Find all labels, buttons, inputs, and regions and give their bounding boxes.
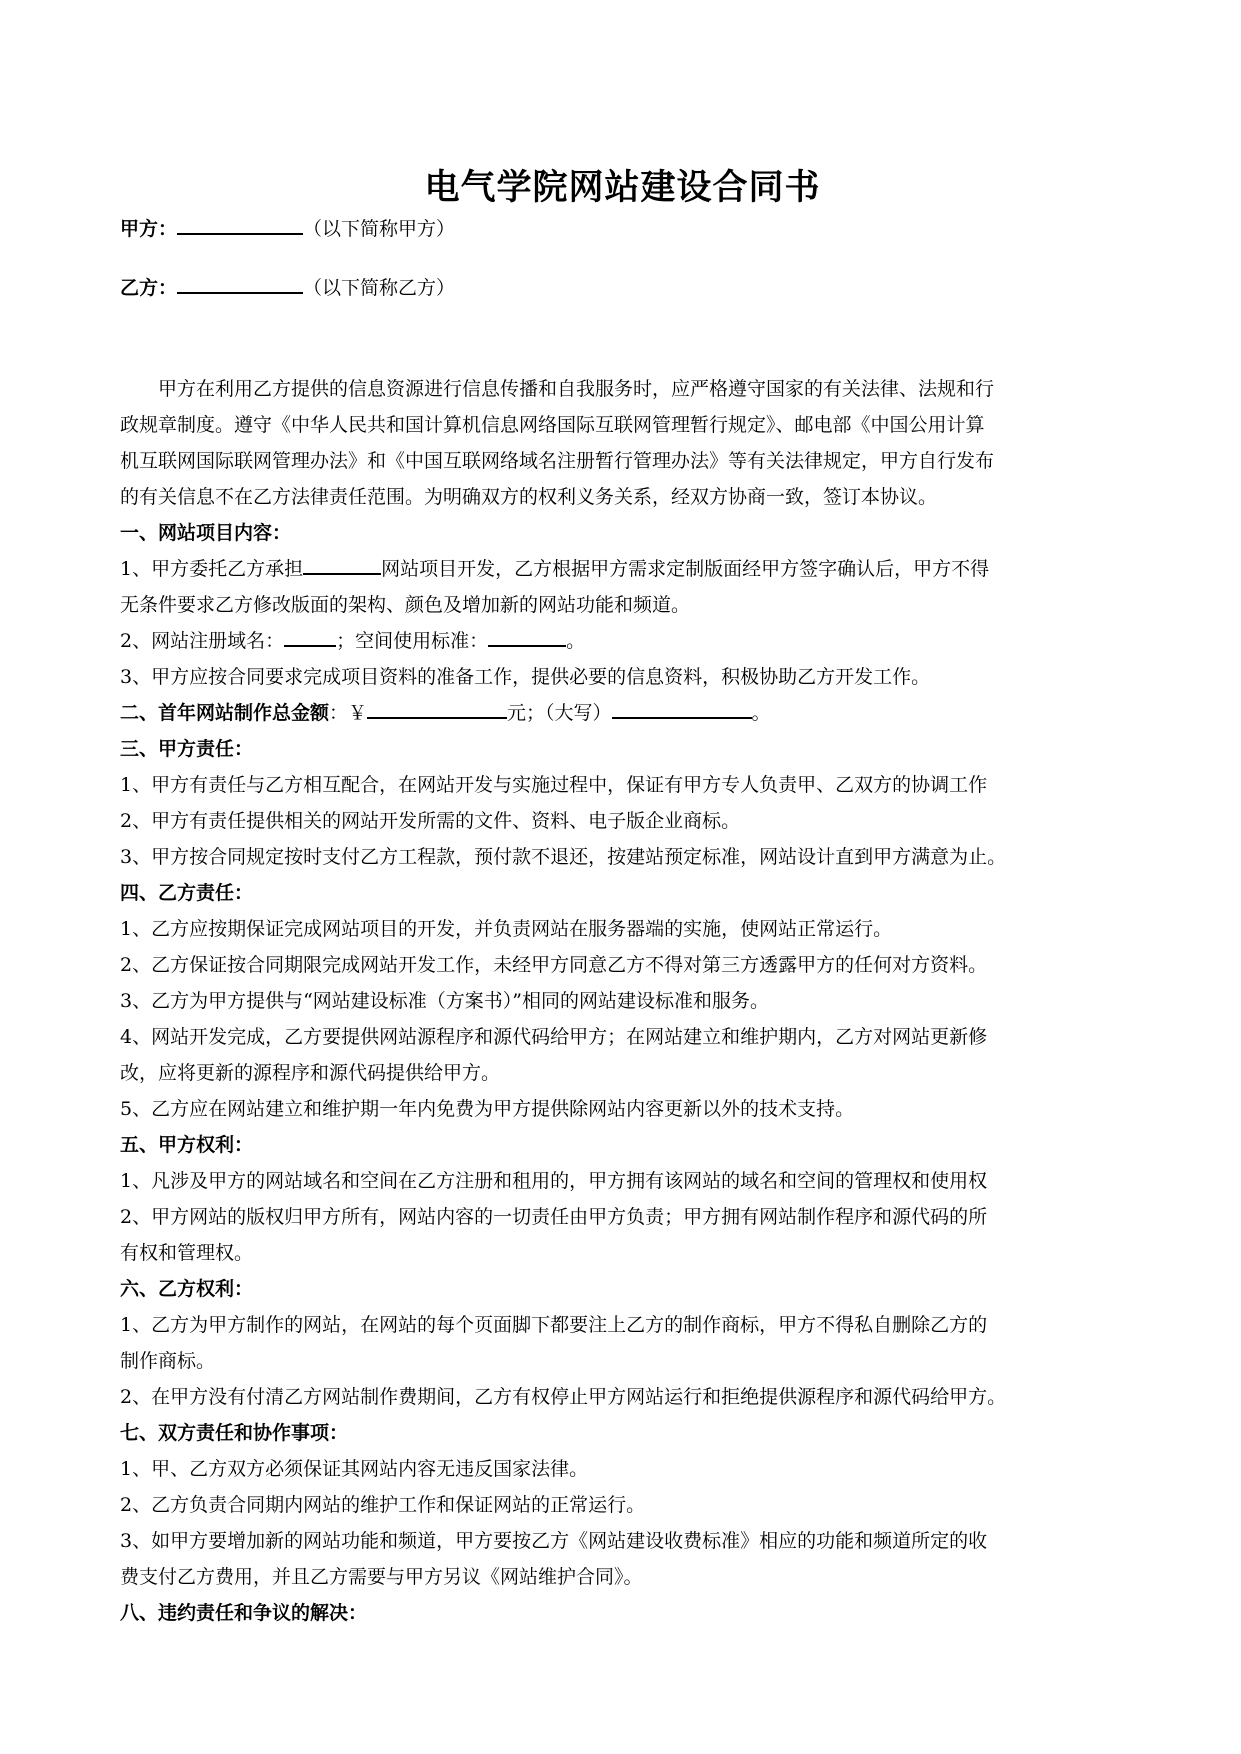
section-6-item: 制作商标。 (120, 1350, 216, 1372)
section-5-item: 1、凡涉及甲方的网站域名和空间在乙方注册和租用的，甲方拥有该网站的域名和空间的管理权和使用权 (120, 1170, 988, 1192)
intro-line: 的有关信息不在乙方法律责任范围。为明确双方的权利义务关系，经双方协商一致，签订本协议。 (120, 486, 938, 508)
section-7-item: 1、甲、乙方双方必须保证其网站内容无违反国家法律。 (120, 1458, 589, 1480)
section-3-item: 2、甲方有责任提供相关的网站开发所需的文件、资料、电子版企业商标。 (120, 810, 741, 832)
amount-words-blank[interactable] (612, 699, 752, 719)
intro-paragraph (120, 371, 1125, 515)
party-b-note: （以下简称乙方） (303, 277, 456, 299)
party-a-note: （以下简称甲方） (303, 218, 456, 240)
section-8-heading: 八、违约责任和争议的解决： (120, 1602, 368, 1624)
section-1-item-3: 3、甲方应按合同要求完成项目资料的准备工作，提供必要的信息资料，积极协助乙方开发工作。 (120, 666, 931, 688)
domain-blank[interactable] (284, 627, 336, 647)
section-2-line (120, 695, 1125, 731)
project-name-blank[interactable] (303, 555, 381, 575)
section-3-item: 1、甲方有责任与乙方相互配合，在网站开发与实施过程中，保证有甲方专人负责甲、乙双方的协调工作 (120, 774, 988, 796)
section-1-heading: 一、网站项目内容： (120, 522, 292, 544)
currency-label: ：￥ (329, 702, 368, 724)
section-6-item: 2、在甲方没有付清乙方网站制作费期间，乙方有权停止甲方网站运行和拒绝提供源程序和源代码给甲方。 (120, 1386, 1007, 1408)
section-3-item: 3、甲方按合同规定按时支付乙方工程款，预付款不退还，按建站预定标准，网站设计直到甲方满意为止。 (120, 846, 1007, 868)
item-text: ；空间使用标准： (336, 630, 489, 652)
party-a-line (120, 214, 455, 244)
section-4-item: 2、乙方保证按合同期限完成网站开发工作，未经甲方同意乙方不得对第三方透露甲方的任何对方资料。 (120, 954, 988, 976)
section-6-item: 1、乙方为甲方制作的网站，在网站的每个页面脚下都要注上乙方的制作商标，甲方不得私自删除乙方的 (120, 1314, 988, 1336)
section-5-item: 有权和管理权。 (120, 1242, 254, 1264)
section-3-heading: 三、甲方责任： (120, 738, 254, 760)
section-7-heading: 七、双方责任和协作事项： (120, 1422, 349, 1444)
section-4-item: 3、乙方为甲方提供与“网站建设标准（方案书）”相同的网站建设标准和服务。 (120, 990, 770, 1012)
section-4-item: 1、乙方应按期保证完成网站项目的开发，并负责网站在服务器端的实施，使网站正常运行。 (120, 918, 893, 940)
section-7-item: 费支付乙方费用，并且乙方需要与甲方另议《网站维护合同》。 (120, 1566, 643, 1588)
section-5-item: 2、甲方网站的版权归甲方所有，网站内容的一切责任由甲方负责；甲方拥有网站制作程序和源代码的所 (120, 1206, 988, 1228)
clauses-body (120, 515, 1125, 1631)
intro-line: 甲方在利用乙方提供的信息资源进行信息传播和自我服务时，应严格遵守国家的有关法律、法规和行 (158, 378, 995, 400)
party-b-line (120, 273, 455, 303)
party-a-blank[interactable] (177, 215, 303, 235)
intro-line: 政规章制度。遵守《中华人民共和国计算机信息网络国际互联网管理暂行规定》、邮电部《中国公用计算 (120, 414, 985, 436)
item-text: 。 (566, 630, 586, 652)
section-1-item-1 (120, 551, 1125, 587)
section-4-heading: 四、乙方责任： (120, 882, 254, 904)
space-standard-blank[interactable] (488, 627, 566, 647)
section-7-item: 2、乙方负责合同期内网站的维护工作和保证网站的正常运行。 (120, 1494, 646, 1516)
intro-line: 机互联网国际联网管理办法》和《中国互联网络域名注册暂行管理办法》等有关法律规定，甲方自行发布 (120, 450, 995, 472)
section-5-heading: 五、甲方权利： (120, 1134, 254, 1156)
section-1-item-1-cont: 无条件要求乙方修改版面的架构、颜色及增加新的网站功能和频道。 (120, 594, 691, 616)
item-text: 2、网站注册域名： (120, 630, 285, 652)
party-b-blank[interactable] (177, 274, 303, 294)
section-7-item: 3、如甲方要增加新的网站功能和频道，甲方要按乙方《网站建设收费标准》相应的功能和频道所定的收 (120, 1530, 988, 1552)
section-4-item: 5、乙方应在网站建立和维护期一年内免费为甲方提供除网站内容更新以外的技术支持。 (120, 1098, 855, 1120)
page-title: 电气学院网站建设合同书 (424, 167, 821, 208)
party-a-label: 甲方： (120, 218, 178, 240)
section-4-item: 改，应将更新的源程序和源代码提供给甲方。 (120, 1062, 501, 1084)
amount-words-label: 元；（大写） (507, 702, 612, 724)
section-1-item-2 (120, 623, 1125, 659)
item-text: 1、甲方委托乙方承担 (120, 558, 304, 580)
amount-number-blank[interactable] (367, 699, 507, 719)
item-text: 。 (751, 702, 771, 724)
item-text: 网站项目开发，乙方根据甲方需求定制版面经甲方签字确认后，甲方不得 (381, 558, 990, 580)
section-6-heading: 六、乙方权利： (120, 1278, 254, 1300)
section-4-item: 4、网站开发完成，乙方要提供网站源程序和源代码给甲方；在网站建立和维护期内，乙方对网站更新修 (120, 1026, 988, 1048)
section-2-heading: 二、首年网站制作总金额 (120, 702, 330, 724)
party-b-label: 乙方： (120, 277, 178, 299)
